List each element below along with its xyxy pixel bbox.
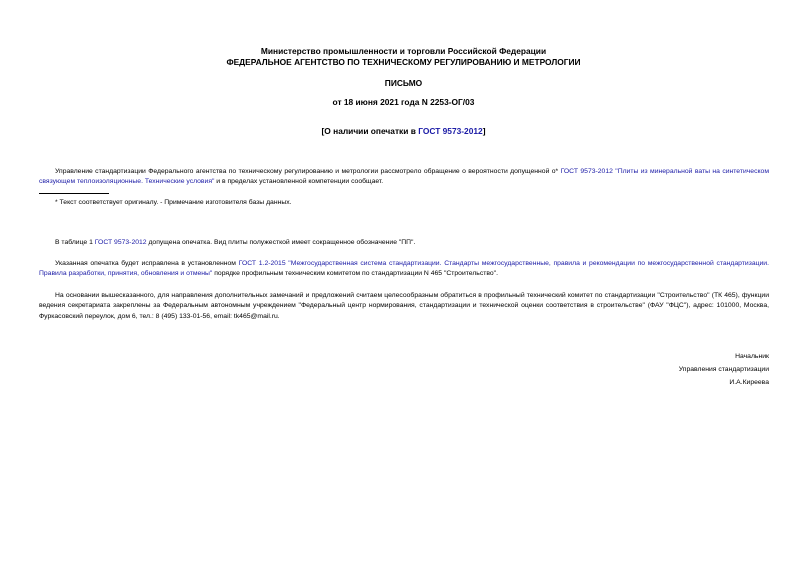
paragraph-1 xyxy=(39,167,769,188)
document-type: ПИСЬМО xyxy=(384,78,423,88)
p4-text: На основании вышесказанного, для направления дополнительных замечаний и предложений считаем целесообразным обратиться в профильный технический комитет по стандартизации "Строительство" (ТК 465), функции ведения секретариата закреплены за Федеральным автономным учреждением "Федеральный центр нормирования, стандартизации и технической оценки соответствия в строительстве" (ФАУ "ФЦС"), адрес: 101000, Москва, Фуркасовский переулок, дом 6, тел.: 8 (495) 133-01-56, email: tk465@mail.ru. xyxy=(39,292,769,320)
document-date-number: от 18 июня 2021 года N 2253-ОГ/03 xyxy=(332,97,475,107)
p2-gost-link[interactable]: ГОСТ 9573-2012 xyxy=(94,239,147,246)
p2-text-1: В таблице 1 xyxy=(55,239,95,246)
subject-suffix: ] xyxy=(482,126,486,136)
document-subject xyxy=(0,126,807,137)
signature-name: И.А.Киреева xyxy=(729,379,769,387)
paragraph-3 xyxy=(39,259,769,280)
p3-gost-link[interactable]: ГОСТ 1.2-2015 "Межгосударственная система стандартизации. Стандарты межгосударственные, правила и рекомендации по межгосударственной стандартизации. Правила разработки, принятия, обновления и отмены" xyxy=(39,260,769,278)
subject-prefix: [О наличии опечатки в xyxy=(321,126,419,136)
signature-department: Управления стандартизации xyxy=(678,366,769,374)
paragraph-2 xyxy=(39,238,769,248)
p1-gost-link[interactable]: ГОСТ 9573-2012 "Плиты из минеральной ваты на синтетическом связующем теплоизоляционные. Технические условия" xyxy=(39,168,769,186)
p3-text-2: порядке профильным техническим комитетом по стандартизации N 465 "Строительство". xyxy=(212,270,498,278)
signature-block xyxy=(569,350,769,390)
p2-text-2: допущена опечатка. Вид плиты полужесткой имеет сокращенное обозначение "ПП". xyxy=(146,239,416,246)
subject-gost-link[interactable]: ГОСТ 9573-2012 xyxy=(418,126,483,136)
agency-name: ФЕДЕРАЛЬНОЕ АГЕНТСТВО ПО ТЕХНИЧЕСКОМУ РЕГУЛИРОВАНИЮ И МЕТРОЛОГИИ xyxy=(226,57,581,67)
footnote-divider xyxy=(39,193,109,194)
p3-text-1: Указанная опечатка будет исправлена в установленном xyxy=(55,260,239,267)
signature-title: Начальник xyxy=(735,353,769,360)
p1-text-1: Управление стандартизации Федерального агентства по техническому регулированию и метрологии рассмотрело обращение о вероятности допущенной о* xyxy=(55,168,561,175)
paragraph-4 xyxy=(39,291,769,322)
ministry-name: Министерство промышленности и торговли Российской Федерации xyxy=(260,46,547,56)
footnote-text: * Текст соответствует оригиналу. - Примечание изготовителя базы данных. xyxy=(55,199,292,206)
footnote xyxy=(39,198,769,208)
p1-text-2: и в пределах установленной компетенции сообщает. xyxy=(214,178,384,186)
